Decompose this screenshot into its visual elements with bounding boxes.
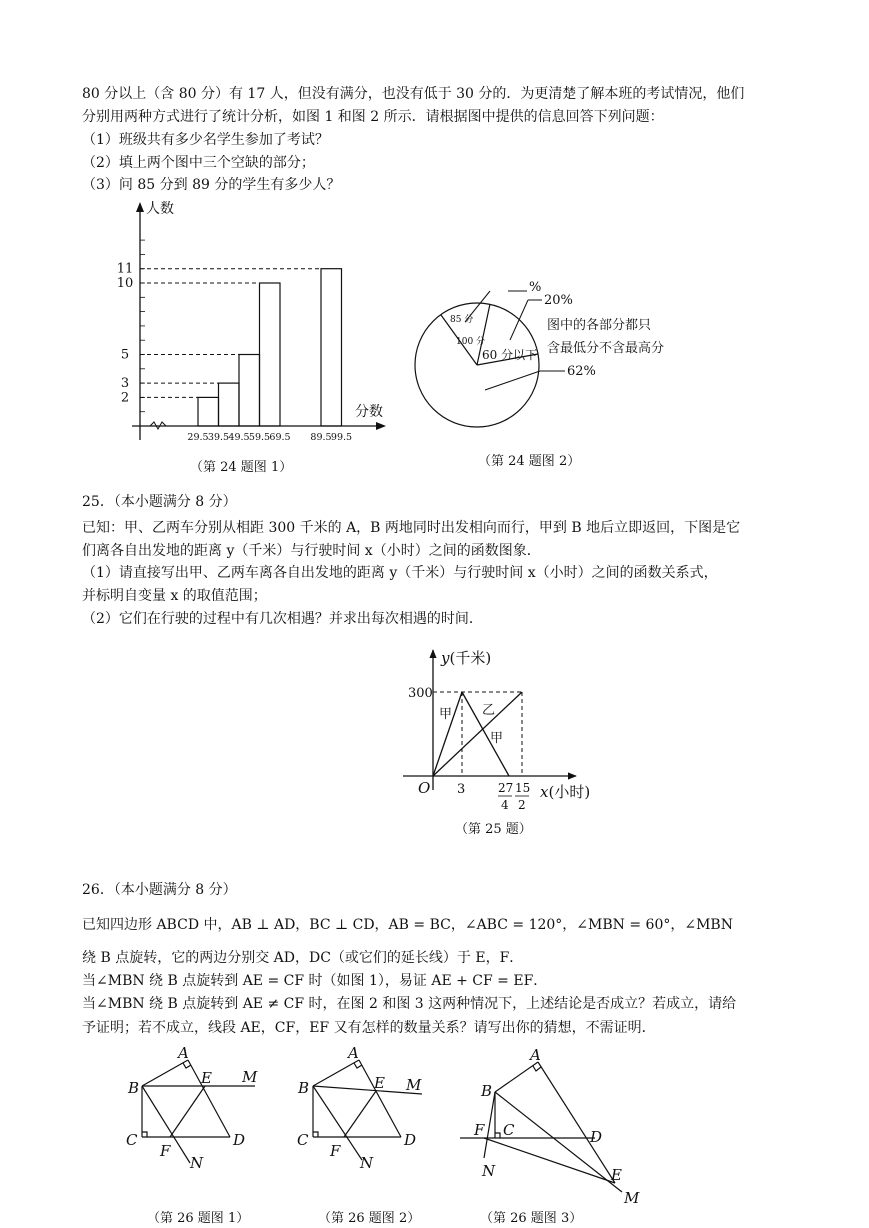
label-yi: 乙 [482, 703, 496, 718]
y-tick-label: 10 [116, 276, 134, 291]
x-tick-label: 59.5 [248, 432, 271, 443]
q24-line-2: 分别用两种方式进行了统计分析，如图 1 和图 2 所示．请根据图中提供的信息回答下列问题： [82, 109, 664, 125]
label-F: F [160, 1142, 171, 1160]
q26-line-4: 当∠MBN 绕 B 点旋转到 AE ≠ CF 时，在图 2 和图 3 这两种情况下，上述结论是否成立？若成立，请给 [82, 996, 737, 1012]
x-tick-label: 49.5 [228, 432, 250, 443]
y-tick-label: 2 [120, 390, 130, 406]
label-M: M [406, 1076, 422, 1094]
y-tick-label: 3 [120, 376, 130, 392]
caption-24-2: （第 24 题图 2） [478, 454, 581, 469]
q25-line-5: （2）它们在行驶的过程中有几次相遇？并求出每次相遇的时间． [82, 611, 483, 627]
pie-blank-percent: % [529, 280, 542, 295]
q26-line-3: 当∠MBN 绕 B 点旋转到 AE = CF 时（如图 1），易证 AE + CF = EF． [82, 973, 548, 989]
label-C: C [126, 1131, 138, 1149]
label-C: C [297, 1131, 309, 1149]
label-B: B [298, 1079, 310, 1097]
label-N: N [360, 1154, 374, 1172]
label-A: A [178, 1044, 189, 1062]
tick-3: 3 [457, 782, 466, 797]
label-N: N [482, 1162, 496, 1180]
label-D: D [590, 1128, 603, 1146]
label-F: F [474, 1121, 485, 1139]
q25-line-4: 并标明自变量 x 的取值范围； [82, 588, 267, 604]
pie-label-85: 85 分 [450, 315, 474, 325]
q25-line-3: （1）请直接写出甲、乙两车离各自出发地的距离 y（千米）与行驶时间 x（小时）之间的函数关系式， [82, 565, 718, 581]
pie-label-60: 60 分以下 [482, 348, 538, 362]
x-axis-label: x(小时) [540, 783, 591, 801]
caption-26-1: （第 26 题图 1） [147, 1211, 250, 1226]
label-M: M [242, 1068, 258, 1086]
pie-label-20: 20% [544, 293, 573, 308]
label-A: A [530, 1046, 541, 1064]
seg-AE [538, 1062, 615, 1183]
tick-300: 300 [408, 686, 433, 701]
hist-x-label: 分数 [355, 404, 383, 420]
label-A: A [348, 1044, 359, 1062]
label-E: E [201, 1069, 212, 1087]
x-tick-label: 89.5 [310, 432, 332, 443]
label-N: N [190, 1154, 204, 1172]
origin-label: O [418, 779, 431, 797]
x-tick-label: 99.5 [330, 432, 353, 443]
q26-line-5: 予证明；若不成立，线段 AE，CF，EF 又有怎样的数量关系？请写出你的猜想，不需证明． [82, 1020, 656, 1036]
x-tick-label: 29.5 [187, 432, 209, 443]
label-jia-1: 甲 [439, 707, 453, 722]
hist-y-label: 人数 [146, 201, 174, 217]
ray-BM [495, 1092, 622, 1192]
right-angle-A [533, 1066, 541, 1071]
q24-line-3: （1）班级共有多少名学生参加了考试？ [82, 132, 329, 148]
label-E: E [374, 1074, 385, 1092]
pie-label-62: 62% [567, 364, 596, 379]
label-D: D [404, 1131, 417, 1149]
q25-line-1: 已知：甲、乙两车分别从相距 300 千米的 A，B 两地同时出发相向而行，甲到 B 地后立即返回，下图是它 [82, 520, 741, 536]
right-angle-C [495, 1133, 500, 1138]
q25-line-2: 们离各自出发地的距离 y（千米）与行驶时间 x（小时）之间的函数图象． [82, 543, 541, 559]
label-C: C [503, 1121, 515, 1139]
pie-note-2: 含最低分不含最高分 [547, 341, 665, 356]
q24-line-4: （2）填上两个图中三个空缺的部分； [82, 155, 315, 171]
tick-27-num: 27 [498, 781, 514, 795]
label-B: B [128, 1079, 140, 1097]
caption-24-1: （第 24 题图 1） [190, 460, 293, 475]
label-E: E [611, 1166, 622, 1184]
tick-15-den: 2 [518, 798, 526, 812]
ray-BN [484, 1092, 495, 1158]
y-tick-label: 11 [116, 261, 134, 277]
q26-line-1: 已知四边形 ABCD 中，AB ⊥ AD，BC ⊥ CD，AB = BC，∠ABC = 120°，∠MBN = 60°，∠MBN [82, 917, 733, 933]
x-tick-label: 39.5 [207, 432, 230, 443]
label-B: B [481, 1082, 493, 1100]
q26-line-2: 绕 B 点旋转，它的两边分别交 AD，DC（或它们的延长线）于 E，F． [82, 950, 524, 966]
q24-line-5: （3）问 85 分到 89 分的学生有多少人？ [82, 177, 341, 193]
y-axis-label: y(千米) [441, 649, 492, 667]
caption-26-3: （第 26 题图 3） [480, 1211, 583, 1226]
q26-title: 26．（本小题满分 8 分） [82, 882, 237, 898]
caption-25: （第 25 题） [455, 822, 532, 837]
q25-title: 25．（本小题满分 8 分） [82, 494, 237, 510]
label-D: D [233, 1131, 246, 1149]
y-tick-label: 5 [120, 347, 130, 363]
pie-label-100: 100 分 [456, 337, 486, 347]
label-M: M [624, 1189, 640, 1207]
tick-15-num: 15 [515, 781, 531, 795]
tick-27-den: 4 [501, 798, 509, 812]
seg-BA [495, 1062, 538, 1092]
x-tick-label: 69.5 [269, 432, 291, 443]
label-jia-2: 甲 [490, 731, 504, 746]
pie-note-1: 图中的各部分都只 [547, 318, 652, 333]
q24-line-1: 80 分以上（含 80 分）有 17 人，但没有满分，也没有低于 30 分的．为更清楚了解本班的考试情况，他们 [82, 86, 745, 102]
label-F: F [330, 1142, 341, 1160]
caption-26-2: （第 26 题图 2） [318, 1211, 421, 1226]
